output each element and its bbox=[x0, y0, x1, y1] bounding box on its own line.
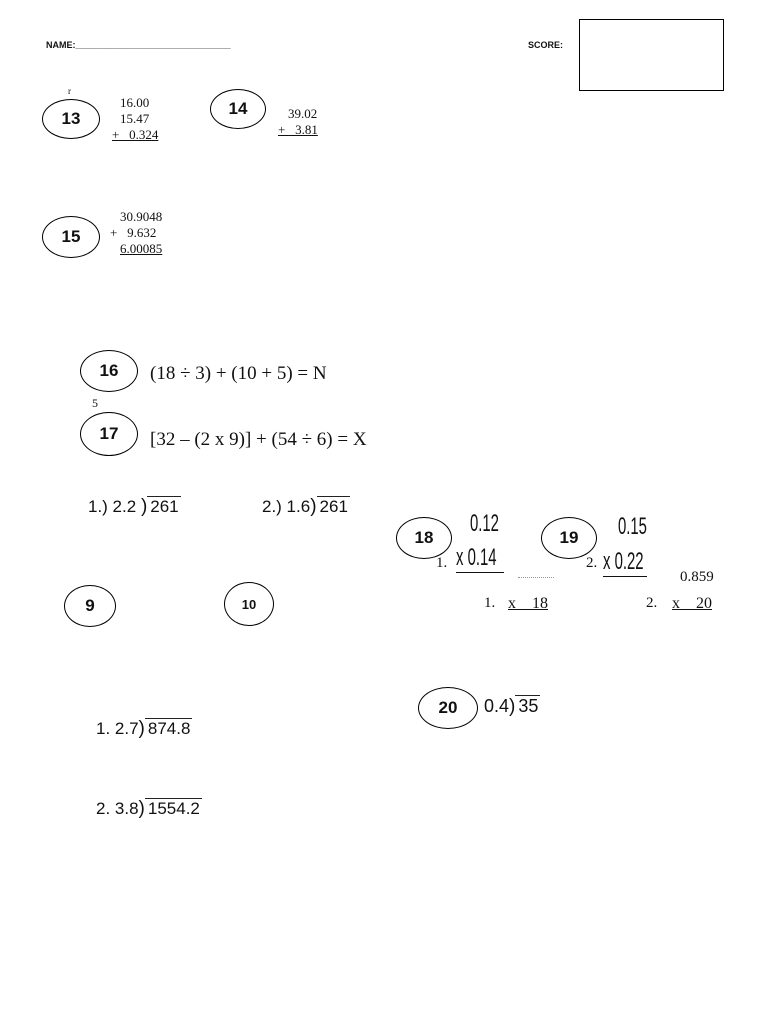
problem-14 bbox=[278, 106, 318, 138]
problem-15-line-2: + 9.632 bbox=[110, 225, 157, 240]
problem-14-line-1: 39.02 bbox=[288, 106, 318, 121]
problem-20-division: 0.4) 35 bbox=[484, 696, 539, 717]
problem-17-number: 17 bbox=[80, 412, 138, 456]
mult-right-index: 2. bbox=[646, 595, 658, 611]
problem-13-number: 13 bbox=[42, 99, 100, 139]
problem-15-line-1: 30.9048 bbox=[120, 209, 163, 224]
score-label: SCORE: bbox=[528, 40, 564, 50]
division-c: 1. 2.7) 874.8 bbox=[96, 718, 191, 739]
problem-15 bbox=[110, 209, 162, 257]
problem-18-index: 1. bbox=[436, 555, 448, 571]
problem-13-line-2: 15.47 bbox=[120, 111, 150, 126]
name-line[interactable]: _______________________________ bbox=[75, 40, 231, 50]
division-b-label: 2.) 1.6 bbox=[262, 497, 311, 516]
division-b-dividend: 261 bbox=[317, 496, 350, 516]
problem-9-number: 9 bbox=[64, 585, 116, 627]
problem-19-bottom: x 0.22 bbox=[603, 548, 647, 577]
problem-18-number: 18 bbox=[396, 517, 452, 559]
mult-left-bottom: x 18 bbox=[508, 595, 548, 612]
mult-left-index: 1. bbox=[484, 595, 496, 611]
problem-16-equation: (18 ÷ 3) + (10 + 5) = N bbox=[150, 363, 327, 384]
problem-20-dividend: 35 bbox=[515, 695, 540, 716]
problem-19-index: 2. bbox=[586, 555, 598, 571]
faded-mark bbox=[518, 577, 554, 581]
problem-20-divisor: 0.4 bbox=[484, 696, 510, 716]
problem-18-bottom: x 0.14 bbox=[456, 544, 504, 573]
name-label: NAME:_______________________________ bbox=[46, 40, 231, 50]
problem-15-line-3: 6.00085 bbox=[120, 241, 163, 256]
problem-20-number: 20 bbox=[418, 687, 478, 729]
problem-17-equation: [32 – (2 x 9)] + (54 ÷ 6) = X bbox=[150, 429, 367, 450]
problem-19-number: 19 bbox=[541, 517, 597, 559]
division-b: 2.) 1.6) 261 bbox=[262, 496, 348, 517]
division-a-label: 1.) 2.2 bbox=[88, 497, 137, 516]
problem-13-mark: r bbox=[68, 86, 71, 96]
division-d-label: 2. 3.8 bbox=[96, 799, 139, 818]
problem-14-number: 14 bbox=[210, 89, 266, 129]
division-c-label: 1. 2.7 bbox=[96, 719, 139, 738]
problem-10-number: 10 bbox=[224, 582, 274, 626]
problem-16-stray-mark: 5 bbox=[92, 396, 98, 410]
problem-13-line-1: 16.00 bbox=[120, 95, 150, 110]
problem-14-line-2: + 3.81 bbox=[278, 122, 318, 137]
division-a: 1.) 2.2 ) 261 bbox=[88, 496, 179, 517]
score-box[interactable] bbox=[579, 19, 724, 91]
mult-right-top: 0.859 bbox=[680, 569, 714, 585]
division-d-dividend: 1554.2 bbox=[145, 798, 202, 818]
problem-13-line-3: + 0.324 bbox=[112, 127, 159, 142]
problem-15-number: 15 bbox=[42, 216, 100, 258]
division-d: 2. 3.8) 1554.2 bbox=[96, 798, 200, 819]
division-a-dividend: 261 bbox=[147, 496, 180, 516]
problem-18-top: 0.12 bbox=[470, 510, 499, 537]
mult-right-bottom: x 20 bbox=[672, 595, 712, 612]
problem-19-top: 0.15 bbox=[618, 513, 647, 540]
division-c-dividend: 874.8 bbox=[145, 718, 193, 738]
problem-13 bbox=[112, 95, 158, 143]
problem-16-number: 16 bbox=[80, 350, 138, 392]
